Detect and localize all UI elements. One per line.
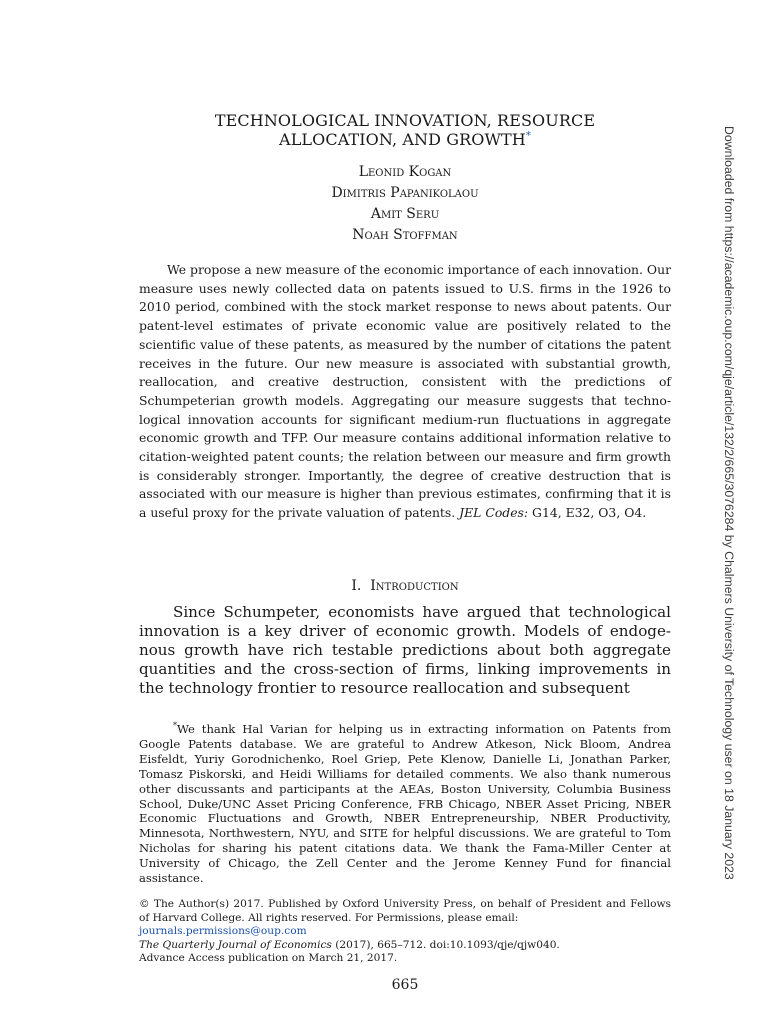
- copyright-block: [139, 898, 671, 966]
- jel-codes: G14, E32, O3, O4.: [532, 505, 647, 521]
- copyright-notice: [139, 898, 671, 925]
- author-name: Dimitris Papanikolaou: [331, 185, 479, 201]
- author-name: Leonid Kogan: [358, 164, 452, 180]
- section-title: Introduction: [370, 578, 459, 594]
- permissions-email-line: [139, 925, 671, 939]
- abstract: [139, 261, 671, 523]
- download-notice[interactable]: Downloaded from https://academic.oup.com/qje/article/132/2/665/3076284 by Chalmers University of Technology user on 18 January 2023: [722, 126, 736, 880]
- acknowledgements-footnote: [139, 722, 671, 886]
- title-line-1: TECHNOLOGICAL INNOVATION, RESOURCE: [214, 111, 596, 130]
- jel-label: JEL Codes:: [459, 505, 529, 521]
- paper-title: [139, 111, 671, 149]
- permissions-email-link[interactable]: journals.permissions@oup.com: [139, 925, 307, 937]
- advance-access-note: Advance Access publication on March 21, 2017.: [139, 952, 398, 964]
- citation-details: (2017), 665–712. doi:10.1093/qje/qjw040.: [331, 938, 560, 951]
- abstract-text: We propose a new measure of the economic importance of each innovation. Our measure uses newly collected data on patents issued to U.S. firms in the 1926 to 2010 period, combined with the stock market response to news about patents. Our patent-level estimates of private economic value are positively related to the scientific value of these patents, as measured by the number of citations the patent receives in the future. Our new measure is associated with substantial growth, reallocation, and creative destruction, consistent with the predictions of Schumpeterian growth models. Aggregating our measure suggests that technological innovation accounts for significant medium-run fluctuations in aggregate economic growth and TFP. Our measure contains additional information relative to citation-weighted patent counts; the relation between our measure and firm growth is considerably stronger. Importantly, the degree of creative destruction that is associated with our measure is higher than previous estimates, confirming that it is a useful proxy for the private valuation of patents.: [139, 262, 671, 521]
- author-name: Noah Stoffman: [352, 227, 458, 243]
- title-line-2: [139, 130, 671, 149]
- footnote-text: We thank Hal Varian for helping us in extracting information on Patents from Google Patents database. We are grateful to Andrew Atkeson, Nick Bloom, Andrea Eisfeldt, Yuriy Gorodnichenko, Roel Griep, Pete Klenow, Danielle Li, Jonathan Parker, Tomasz Piskorski, and Heidi Williams for detailed comments. We also thank numerous other discussants and participants at the AEAs, Boston University, Columbia Business School, Duke/UNC Asset Pricing Conference, FRB Chicago, NBER Asset Pricing, NBER Economic Fluctuations and Growth, NBER Entrepreneurship, NBER Productivity, Minnesota, Northwestern, NYU, and SITE for helpful discussions. We are grateful to Tom Nicholas for sharing his patent citations data. We thank the Fama-Miller Center at University of Chicago, the Zell Center and the Jerome Kenney Fund for financial assistance.: [139, 722, 671, 886]
- author-list: [139, 162, 671, 246]
- copyright-text: © The Author(s) 2017. Published by Oxford University Press, on behalf of President and Fellows of Harvard College. All rights reserved. For Permissions, please email:: [139, 898, 671, 924]
- section-heading: [139, 576, 671, 596]
- author-name: Amit Seru: [370, 206, 440, 222]
- title-footnote-marker[interactable]: *: [525, 130, 531, 142]
- footnote-marker: *: [173, 721, 177, 731]
- journal-citation: [139, 939, 671, 953]
- journal-name: The Quarterly Journal of Economics: [139, 938, 332, 951]
- intro-paragraph: Since Schumpeter, economists have argued that technological innovation is a key driver of economic growth. Models of endogenous growth have rich testable predictions about both aggregate quantities and the cross-section of firms, linking improvements in the technology frontier to resource reallocation and subsequent: [139, 603, 671, 697]
- title-line-2-text: ALLOCATION, AND GROWTH: [279, 130, 526, 149]
- section-number: I.: [351, 578, 362, 594]
- download-notice-sidebar: [719, 126, 739, 898]
- page-number: 665: [391, 977, 419, 993]
